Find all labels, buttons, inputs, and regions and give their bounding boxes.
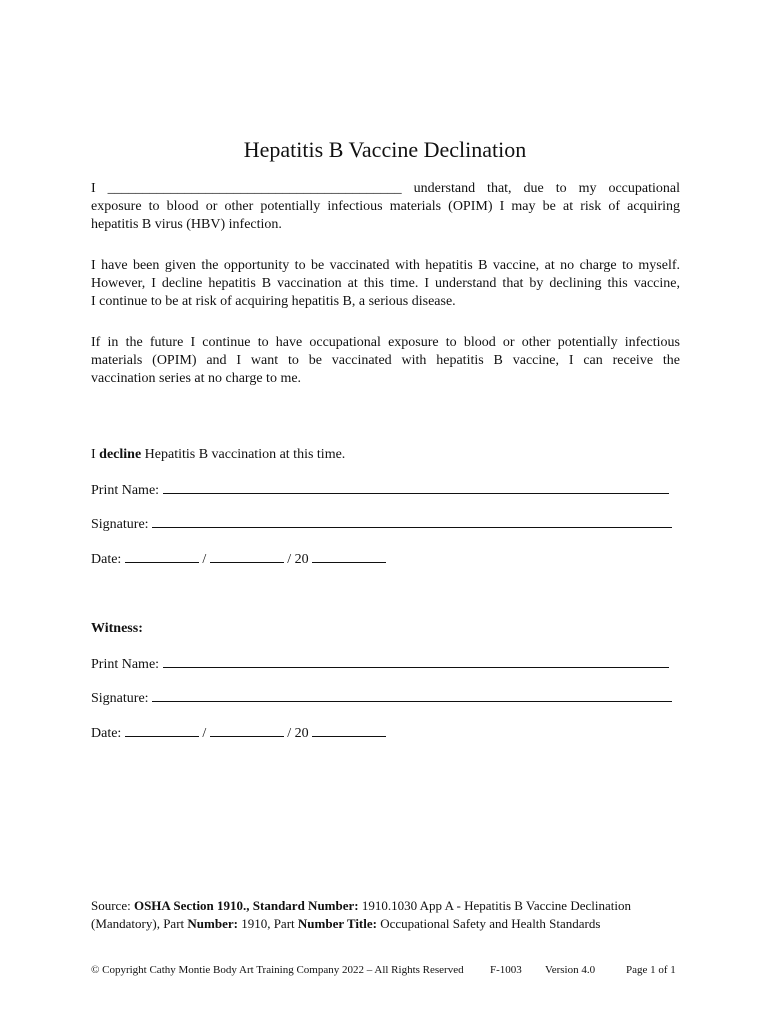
future-line-3: vaccination series at no charge to me. [91,371,302,386]
witness-heading [91,620,143,638]
opportunity-paragraph [91,257,680,311]
witness-print-name-row [91,655,669,674]
witness-signature-row [91,689,672,708]
decline-bold: decline [99,447,142,462]
employee-signature-row [91,515,672,534]
intro-pronoun: I [91,181,96,196]
employee-date-row [91,550,386,569]
source-citation [91,897,631,933]
employee-name-blank[interactable]: __________________________________________ [107,181,402,196]
witness-heading-text: Witness: [91,621,143,636]
witness-signature-field[interactable] [152,689,672,702]
future-paragraph [91,334,680,388]
copyright-notice: © Copyright Cathy Montie Body Art Training Company 2022 – All Rights Reserved [91,964,464,976]
witness-date-separator-2: / 20 [287,726,309,741]
intro-line-2: exposure to blood or other potentially infectious materials (OPIM) I may be at risk of acquiring [91,199,680,214]
source-bold-3: Number Title: [297,916,377,931]
source-text-1: 1910.1030 App A - Hepatitis B Vaccine Declination [361,898,631,913]
witness-signature-label: Signature: [91,691,149,706]
witness-date-day-field[interactable] [210,724,284,737]
employee-signature-field[interactable] [152,515,672,528]
source-label: Source: [91,898,131,913]
future-line-1: If in the future I continue to have occupational exposure to blood or other potentially infectious [91,335,680,350]
version-label: Version 4.0 [545,964,596,976]
witness-print-name-field[interactable] [163,655,669,668]
source-bold-2: Number: [187,916,238,931]
source-text-4: Occupational Safety and Health Standards [380,916,601,931]
employee-date-month-field[interactable] [125,550,199,563]
source-line-2 [91,915,631,933]
page-number: Page 1 of 1 [626,964,676,976]
employee-signature-label: Signature: [91,517,149,532]
intro-line-3: hepatitis B virus (HBV) infection. [91,217,282,232]
employee-date-label: Date: [91,552,122,567]
decline-rest: Hepatitis B vaccination at this time. [144,447,346,462]
document-title: Hepatitis B Vaccine Declination [243,137,527,162]
employee-date-separator-2: / 20 [287,552,309,567]
form-id: F-1003 [490,964,522,976]
employee-print-name-row [91,481,669,500]
source-text-3: 1910, Part [241,916,295,931]
witness-date-month-field[interactable] [125,724,199,737]
employee-date-year-field[interactable] [312,550,386,563]
future-line-2: materials (OPIM) and I want to be vaccinated with hepatitis B vaccine, I can receive the [91,353,680,368]
opportunity-line-2: However, I decline hepatitis B vaccination at this time. I understand that by declining this vaccine, [91,276,680,291]
opportunity-line-1: I have been given the opportunity to be vaccinated with hepatitis B vaccine, at no charge to myself. [91,258,680,273]
intro-paragraph [91,180,680,234]
witness-print-name-label: Print Name: [91,657,160,672]
witness-date-year-field[interactable] [312,724,386,737]
employee-print-name-label: Print Name: [91,483,160,498]
intro-line-1-text: understand that, due to my occupational [413,181,680,196]
witness-date-separator-1: / [202,726,207,741]
source-bold-1: OSHA Section 1910., Standard Number: [133,898,359,913]
source-text-2: (Mandatory), Part [91,916,185,931]
employee-date-separator-1: / [202,552,207,567]
opportunity-line-3: I continue to be at risk of acquiring hepatitis B, a serious disease. [91,294,456,309]
intro-line-1 [91,180,680,198]
witness-date-row [91,724,386,743]
decline-prefix: I [91,447,96,462]
employee-date-day-field[interactable] [210,550,284,563]
decline-statement [91,446,345,464]
witness-date-label: Date: [91,726,122,741]
employee-print-name-field[interactable] [163,481,669,494]
source-line-1 [91,897,631,915]
